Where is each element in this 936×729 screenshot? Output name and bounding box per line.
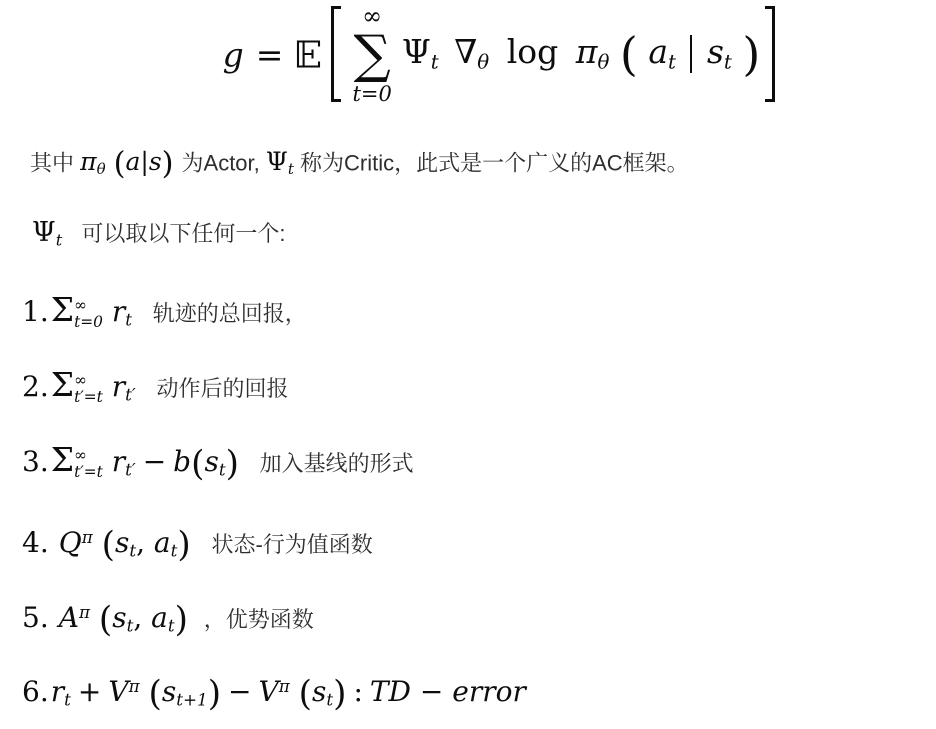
comma: , <box>136 525 145 559</box>
conditional-bar-icon <box>690 35 692 73</box>
policy-expression <box>80 147 181 182</box>
a-symbol: a <box>125 147 141 177</box>
intro-lead-text: 其中 <box>30 150 75 176</box>
item-number: 6. <box>22 674 49 708</box>
expectation-blackboard-E-icon <box>296 39 322 69</box>
list-item-2 <box>22 364 289 405</box>
a-symbol: a <box>151 600 168 634</box>
colon: : <box>353 674 363 708</box>
s-subscript: t <box>218 459 226 480</box>
sum-expression <box>50 290 132 331</box>
sum-limits <box>74 297 103 330</box>
open-paren: ( <box>298 674 312 714</box>
s-symbol: s <box>706 32 724 71</box>
right-bracket <box>765 6 775 102</box>
s-symbol: s <box>204 445 219 478</box>
item-description: 加入基线的形式 <box>259 451 414 476</box>
q-function-expression <box>58 525 191 565</box>
s-symbol: s <box>114 525 130 559</box>
plus-sign: + <box>77 674 102 708</box>
sum-expression <box>50 440 239 485</box>
actor-text: 为Actor, <box>181 150 260 176</box>
conditional-bar: | <box>140 147 149 177</box>
equals-sign: = <box>255 34 284 74</box>
item-number: 3. <box>22 445 49 478</box>
open-paren: ( <box>98 600 113 640</box>
close-paren: ) <box>177 525 191 565</box>
list-item-4 <box>22 524 373 567</box>
open-paren: ( <box>619 27 638 81</box>
sum-upper-limit: ∞ <box>74 371 87 390</box>
psi-symbol: Ψ <box>265 147 288 177</box>
psi-options-text: 可以取以下任何一个: <box>81 221 286 246</box>
log-operator: log <box>506 32 559 71</box>
pi-symbol: π <box>575 32 598 71</box>
close-paren: ) <box>161 147 174 182</box>
summation-operator <box>352 1 392 106</box>
A-symbol: A <box>58 600 79 634</box>
psi-expression <box>265 147 294 179</box>
r-symbol: r <box>50 674 65 708</box>
s-subscript: t <box>129 540 137 561</box>
sum-upper-limit: ∞ <box>362 1 383 30</box>
a-subscript: t <box>167 615 175 636</box>
V-symbol: V <box>258 674 279 708</box>
theta-subscript: θ <box>96 160 106 179</box>
psi-symbol: Ψ <box>401 32 431 71</box>
close-paren: ) <box>742 27 761 81</box>
item-number: 1. <box>22 295 49 328</box>
open-paren: ( <box>101 525 115 565</box>
sigma-icon: Σ <box>50 440 75 479</box>
summand-expression <box>401 27 761 81</box>
a-symbol: a <box>648 32 669 71</box>
s-subscript: t <box>326 689 334 710</box>
item-number: 2. <box>22 370 49 403</box>
t-subscript: t <box>55 230 63 250</box>
sum-lower-limit: t′=t <box>74 462 103 481</box>
pi-symbol: π <box>80 147 97 177</box>
r-symbol: r <box>111 445 126 478</box>
V-symbol: V <box>108 674 129 708</box>
sum-expression <box>50 365 136 406</box>
minus-sign: − <box>142 445 167 478</box>
s-subscript: t <box>126 615 134 636</box>
pi-superscript: π <box>128 675 140 696</box>
td-error-text: TD − error <box>369 674 526 708</box>
s-symbol: s <box>311 674 327 708</box>
list-item-3 <box>22 439 414 486</box>
s-symbol: s <box>148 147 162 177</box>
minus-sign: − <box>228 674 252 708</box>
pi-superscript: π <box>81 526 93 547</box>
sigma-icon: ∑ <box>353 24 391 85</box>
r-subscript: t <box>64 689 71 710</box>
a-subscript: t <box>668 50 676 74</box>
b-symbol: b <box>173 445 192 478</box>
item-description: 轨迹的总回报， <box>152 301 307 326</box>
sigma-icon: Σ <box>50 365 75 404</box>
open-paren: ( <box>148 674 162 714</box>
close-paren: ) <box>225 444 239 485</box>
item-description: 动作后的回报 <box>156 376 289 401</box>
pi-subscript: θ <box>597 50 610 74</box>
open-paren: ( <box>191 444 205 485</box>
sum-lower-limit: t=0 <box>74 312 103 331</box>
list-item-6 <box>22 673 526 716</box>
a-symbol: a <box>153 525 171 559</box>
r-subscript: t′ <box>125 459 136 480</box>
sum-limits <box>74 447 103 480</box>
sigma-icon: Σ <box>50 290 75 329</box>
Q-symbol: Q <box>58 525 82 559</box>
pi-superscript: π <box>78 601 90 622</box>
close-paren: ) <box>207 674 222 714</box>
advantage-function-expression <box>58 600 188 640</box>
r-symbol: r <box>111 295 126 328</box>
sum-upper-limit: ∞ <box>74 446 87 465</box>
g-symbol: g <box>222 34 244 74</box>
item-description: ，优势函数 <box>203 606 314 632</box>
pi-superscript: π <box>278 675 290 696</box>
r-subscript: t′ <box>125 384 136 405</box>
comma: , <box>133 600 143 634</box>
t-subscript: t <box>287 160 294 179</box>
s-subscript: t <box>723 50 732 74</box>
list-item-1 <box>22 289 307 330</box>
nabla-subscript: θ <box>477 50 490 74</box>
nabla-icon: ∇ <box>454 32 478 71</box>
left-bracket <box>331 6 341 102</box>
td-error-expression <box>50 674 526 714</box>
r-symbol: r <box>111 370 126 403</box>
item-number: 5. <box>22 600 49 634</box>
close-paren: ) <box>333 674 347 714</box>
sum-lower-limit: t′=t <box>74 387 103 406</box>
list-item-5 <box>22 599 314 642</box>
item-description: 状态-行为值函数 <box>211 531 373 557</box>
close-paren: ) <box>174 600 188 640</box>
psi-symbol: Ψ <box>32 217 56 248</box>
s-symbol: s <box>112 600 127 634</box>
r-subscript: t <box>125 309 132 330</box>
main-formula <box>0 2 936 106</box>
s-symbol: s <box>161 674 177 708</box>
sum-lower-limit: t=0 <box>352 81 392 106</box>
psi-subscript: t <box>430 50 439 74</box>
psi-options-line <box>32 217 285 248</box>
item-number: 4. <box>22 525 49 559</box>
s-subscript: t+1 <box>176 689 208 710</box>
open-paren: ( <box>113 147 126 182</box>
psi-expression <box>32 217 62 248</box>
intro-line <box>30 144 689 185</box>
a-subscript: t <box>170 540 178 561</box>
sum-limits <box>74 372 103 405</box>
critic-text: 称为Critic，此式是一个广义的AC框架。 <box>299 150 689 176</box>
sum-upper-limit: ∞ <box>74 296 87 315</box>
